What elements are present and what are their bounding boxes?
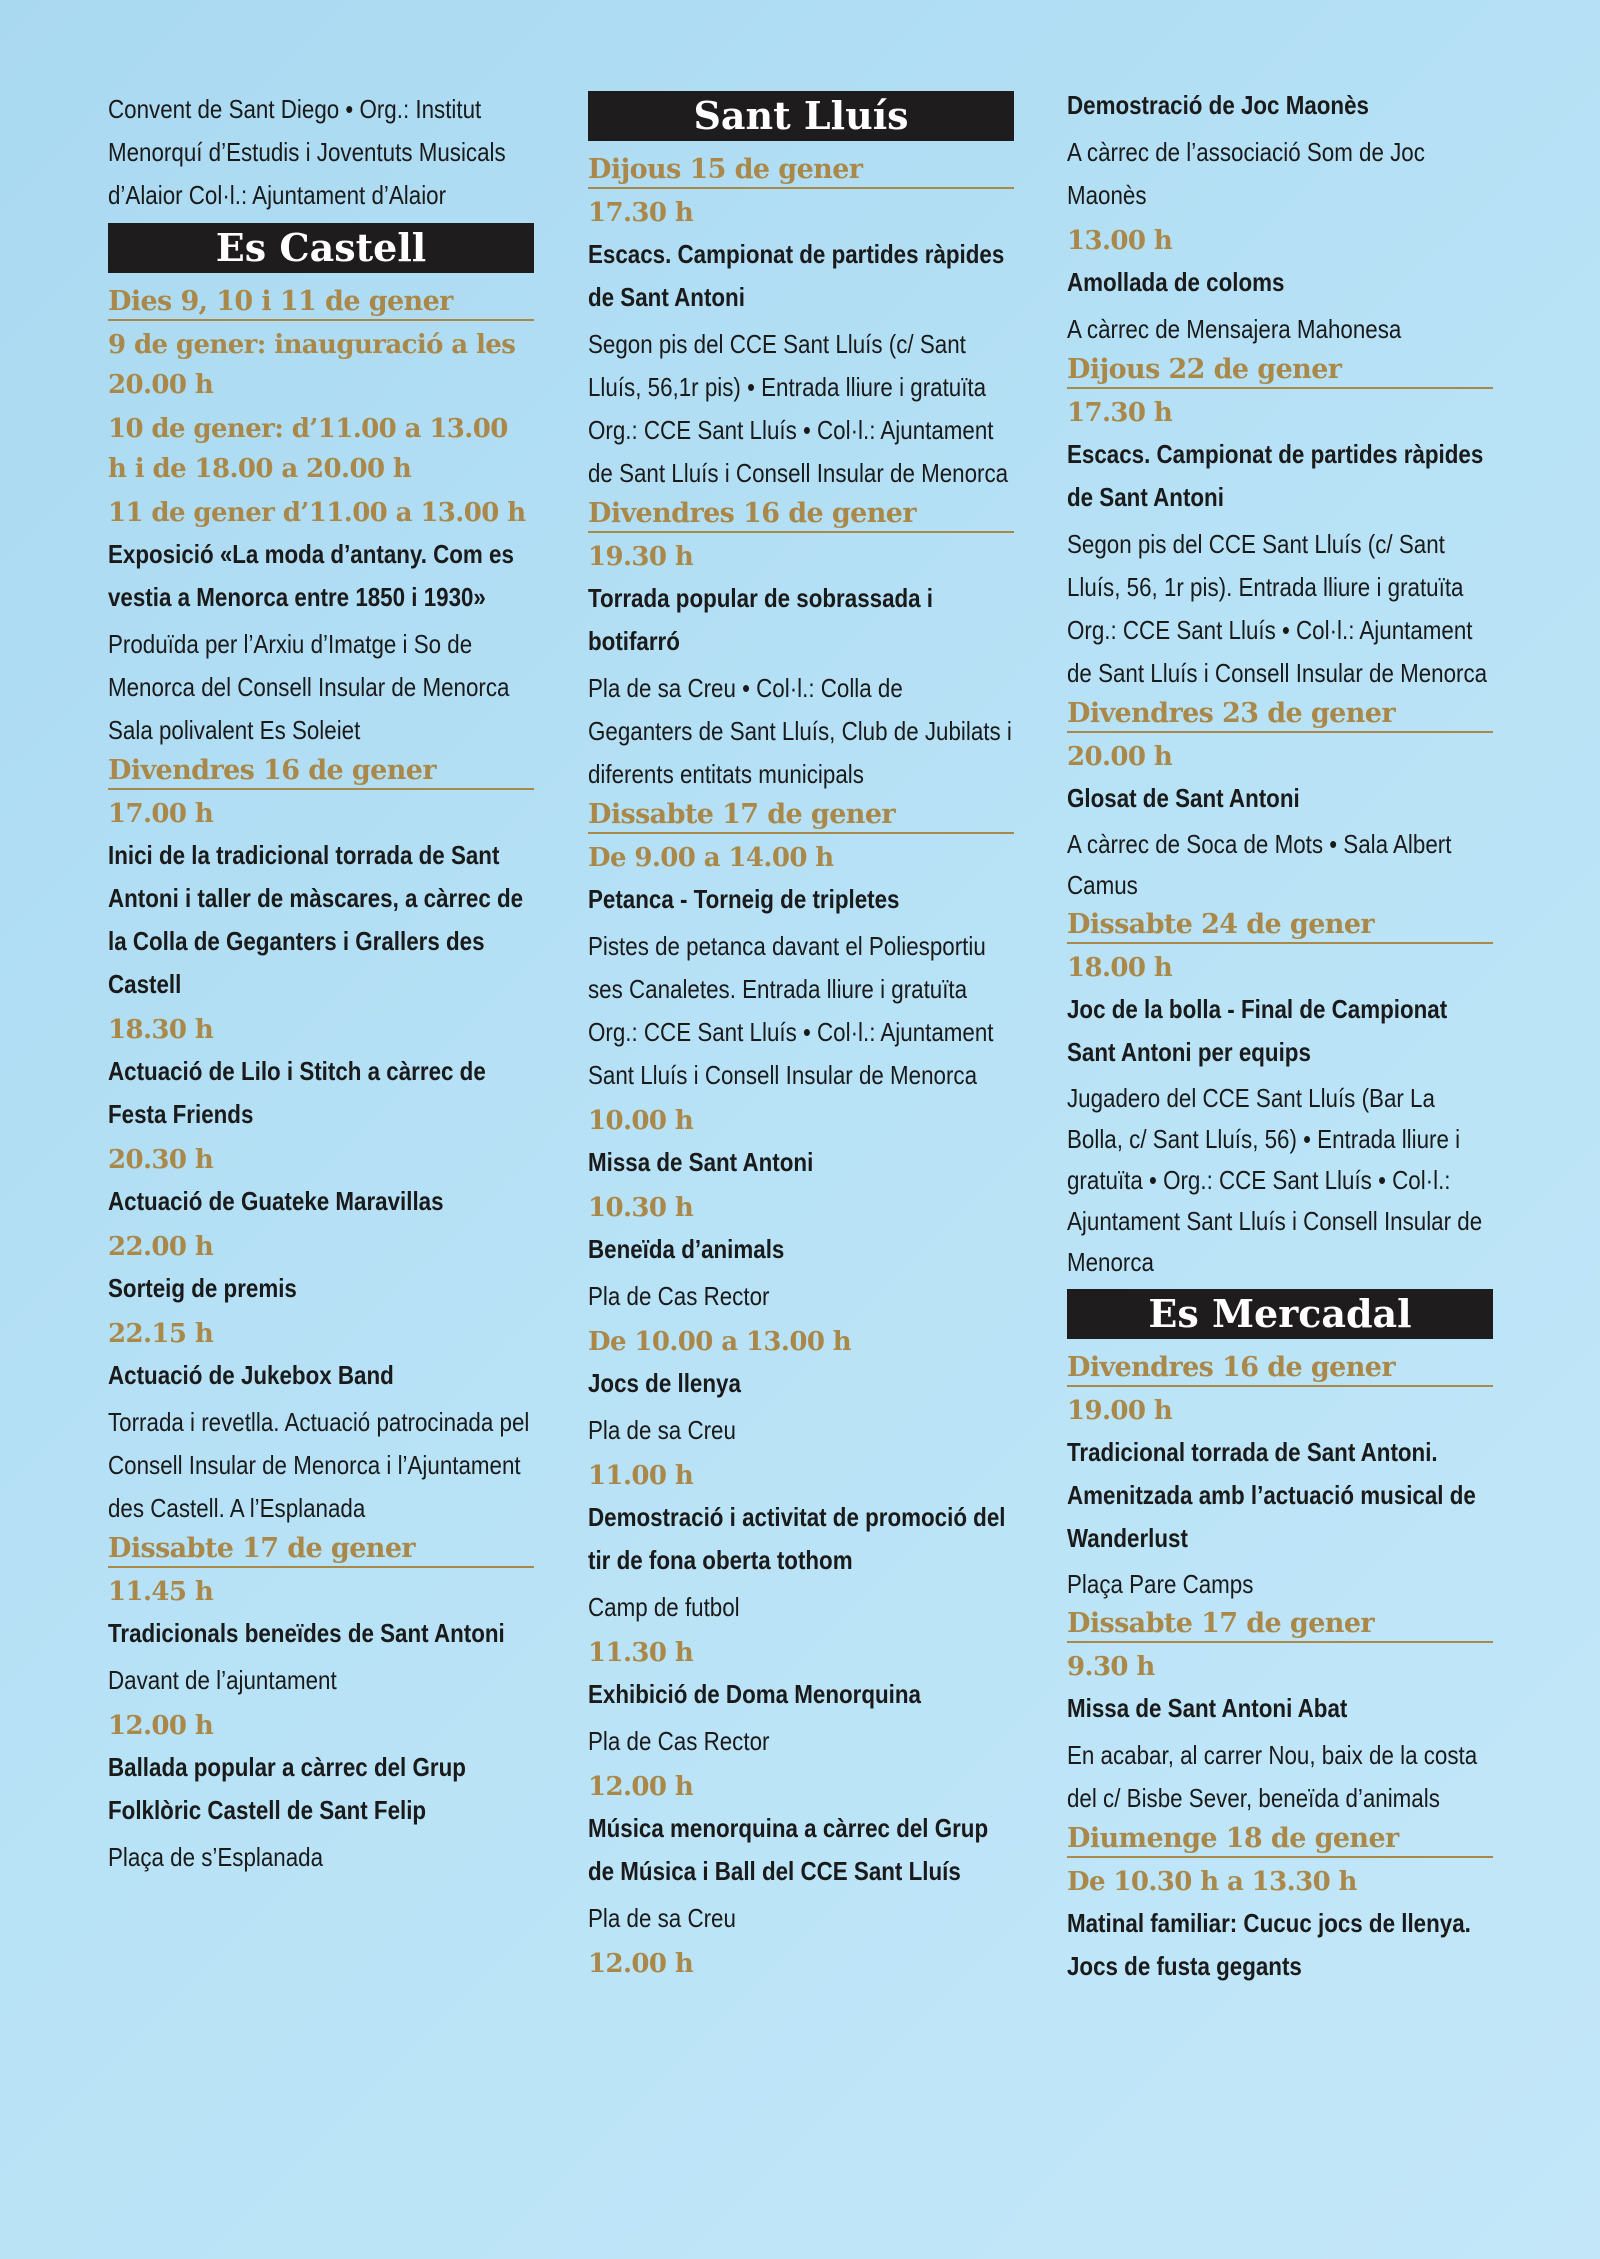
event-time: 20.30 h — [108, 1145, 214, 1175]
event-time: 10.30 h — [588, 1193, 694, 1223]
day-heading: Dies 9, 10 i 11 de gener — [108, 285, 534, 321]
event-time: 22.15 h — [108, 1319, 214, 1349]
event-time: 11 de gener d’11.00 a 13.00 h — [108, 498, 526, 528]
event-description: En acabar, al carrer Nou, baix de la costa del c/ Bisbe Sever, beneïda d’animals — [1067, 1740, 1478, 1813]
event-description: Pla de Cas Rector — [588, 1726, 770, 1756]
event-description: Produïda per l’Arxiu d’Imatge i So de Menorca del Consell Insular de Menorca Sala polivalent Es Soleiet — [108, 629, 510, 745]
event-time: 19.00 h — [1067, 1396, 1173, 1426]
event-title: Tradicional torrada de Sant Antoni. Amenitzada amb l’actuació musical de Wanderlust — [1067, 1437, 1476, 1553]
event-description: A càrrec de l’associació Som de Joc Maonès — [1067, 137, 1425, 210]
day-heading: Divendres 16 de gener — [108, 754, 534, 790]
event-title: Exposició «La moda d’antany. Com es vestia a Menorca entre 1850 i 1930» — [108, 539, 514, 612]
section-banner-es-castell: Es Castell — [108, 223, 534, 273]
day-heading: Divendres 23 de gener — [1067, 697, 1493, 733]
event-title: Torrada popular de sobrassada i botifarró — [588, 583, 934, 656]
event-title: Amollada de coloms — [1067, 267, 1285, 297]
event-description: Pla de sa Creu • Col·l.: Colla de Geganters de Sant Lluís, Club de Jubilats i diferents entitats municipals — [588, 673, 1012, 789]
event-description: Jugadero del CCE Sant Lluís (Bar La Bolla, c/ Sant Lluís, 56) • Entrada lliure i gratuïta • Org.: CCE Sant Lluís • Col·l.: Ajuntament Sant Lluís i Consell Insular de Menorca — [1067, 1083, 1483, 1277]
event-title: Escacs. Campionat de partides ràpides de Sant Antoni — [588, 239, 1005, 312]
event-time: 12.00 h — [108, 1711, 214, 1741]
event-title: Escacs. Campionat de partides ràpides de Sant Antoni — [1067, 439, 1484, 512]
event-description: Plaça de s’Esplanada — [108, 1842, 324, 1872]
event-time: 17.30 h — [1067, 398, 1173, 428]
event-time: De 9.00 a 14.00 h — [588, 843, 834, 873]
event-description: A càrrec de Mensajera Mahonesa — [1067, 314, 1402, 344]
event-title: Missa de Sant Antoni Abat — [1067, 1693, 1348, 1723]
event-time: 10.00 h — [588, 1106, 694, 1136]
event-title: Petanca - Torneig de tripletes — [588, 884, 900, 914]
event-description: Pla de Cas Rector — [588, 1281, 770, 1311]
event-title: Sorteig de premis — [108, 1273, 297, 1303]
day-heading: Dissabte 17 de gener — [108, 1532, 534, 1568]
event-description: Camp de futbol — [588, 1592, 740, 1622]
day-heading: Dijous 15 de gener — [588, 153, 1014, 189]
column-sant-lluis — [588, 88, 1014, 1984]
event-description: A càrrec de Soca de Mots • Sala Albert Camus — [1067, 829, 1452, 900]
event-title: Actuació de Guateke Maravillas — [108, 1186, 444, 1216]
event-description: Pistes de petanca davant el Poliesportiu ses Canaletes. Entrada lliure i gratuïta Org.: CCE Sant Lluís • Col·l.: Ajuntament Sant Lluís i Consell Insular de Menorca — [588, 931, 994, 1090]
event-time: De 10.30 h a 13.30 h — [1067, 1867, 1357, 1897]
event-description: Davant de l’ajuntament — [108, 1665, 337, 1695]
event-time: 13.00 h — [1067, 226, 1173, 256]
section-banner-sant-lluis: Sant Lluís — [588, 91, 1014, 141]
intro-text: Convent de Sant Diego • Org.: Institut Menorquí d’Estudis i Joventuts Musicals d’Alaior Col·l.: Ajuntament d’Alaior — [108, 94, 506, 210]
event-title: Beneïda d’animals — [588, 1234, 785, 1264]
event-description: Plaça Pare Camps — [1067, 1569, 1254, 1599]
column-es-castell — [108, 88, 534, 1879]
event-title: Actuació de Jukebox Band — [108, 1360, 394, 1390]
event-title: Tradicionals beneïdes de Sant Antoni — [108, 1618, 505, 1648]
day-heading: Dissabte 24 de gener — [1067, 908, 1493, 944]
event-title: Joc de la bolla - Final de Campionat Sant Antoni per equips — [1067, 994, 1448, 1067]
event-time: 17.00 h — [108, 799, 214, 829]
event-time: 17.30 h — [588, 198, 694, 228]
event-title: Matinal familiar: Cucuc jocs de llenya. Jocs de fusta gegants — [1067, 1908, 1471, 1981]
event-time: 12.00 h — [588, 1772, 694, 1802]
event-title: Música menorquina a càrrec del Grup de Música i Ball del CCE Sant Lluís — [588, 1813, 989, 1886]
event-description: Pla de sa Creu — [588, 1415, 736, 1445]
event-time: 11.30 h — [588, 1638, 694, 1668]
event-time: 10 de gener: d’11.00 a 13.00 h i de 18.00 a 20.00 h — [108, 414, 508, 484]
event-description: Pla de sa Creu — [588, 1903, 736, 1933]
event-time: 12.00 h — [588, 1949, 694, 1979]
event-description: Segon pis del CCE Sant Lluís (c/ Sant Lluís, 56,1r pis) • Entrada lliure i gratuïta Org.: CCE Sant Lluís • Col·l.: Ajuntament de Sant Lluís i Consell Insular de Menorca — [588, 329, 1009, 488]
day-heading: Dissabte 17 de gener — [1067, 1607, 1493, 1643]
event-title: Demostració de Joc Maonès — [1067, 90, 1369, 120]
event-time: 18.30 h — [108, 1015, 214, 1045]
event-time: 11.00 h — [588, 1461, 694, 1491]
day-heading: Dijous 22 de gener — [1067, 353, 1493, 389]
day-heading: Dissabte 17 de gener — [588, 798, 1014, 834]
event-time: De 10.00 a 13.00 h — [588, 1327, 852, 1357]
section-banner-es-mercadal: Es Mercadal — [1067, 1289, 1493, 1339]
column-sant-lluis-continued-es-mercadal — [1067, 88, 1493, 1988]
event-title: Glosat de Sant Antoni — [1067, 783, 1300, 813]
event-description: Torrada i revetlla. Actuació patrocinada pel Consell Insular de Menorca i l’Ajuntament des Castell. A l’Esplanada — [108, 1407, 530, 1523]
event-time: 22.00 h — [108, 1232, 214, 1262]
day-heading: Divendres 16 de gener — [588, 497, 1014, 533]
event-time: 18.00 h — [1067, 953, 1173, 983]
event-time: 9 de gener: inauguració a les 20.00 h — [108, 330, 516, 400]
event-time: 11.45 h — [108, 1577, 214, 1607]
event-title: Jocs de llenya — [588, 1368, 741, 1398]
event-time: 20.00 h — [1067, 742, 1173, 772]
event-title: Missa de Sant Antoni — [588, 1147, 814, 1177]
event-title: Inici de la tradicional torrada de Sant Antoni i taller de màscares, a càrrec de la Colla de Geganters i Grallers des Castell — [108, 840, 524, 999]
event-time: 19.30 h — [588, 542, 694, 572]
event-title: Actuació de Lilo i Stitch a càrrec de Festa Friends — [108, 1056, 486, 1129]
event-time: 9.30 h — [1067, 1652, 1155, 1682]
event-title: Demostració i activitat de promoció del tir de fona oberta tothom — [588, 1502, 1006, 1575]
event-description: Segon pis del CCE Sant Lluís (c/ Sant Lluís, 56, 1r pis). Entrada lliure i gratuïta Org.: CCE Sant Lluís • Col·l.: Ajuntament de Sant Lluís i Consell Insular de Menorca — [1067, 529, 1488, 688]
event-title: Ballada popular a càrrec del Grup Folklòric Castell de Sant Felip — [108, 1752, 466, 1825]
day-heading: Diumenge 18 de gener — [1067, 1822, 1493, 1858]
day-heading: Divendres 16 de gener — [1067, 1351, 1493, 1387]
event-title: Exhibició de Doma Menorquina — [588, 1679, 921, 1709]
